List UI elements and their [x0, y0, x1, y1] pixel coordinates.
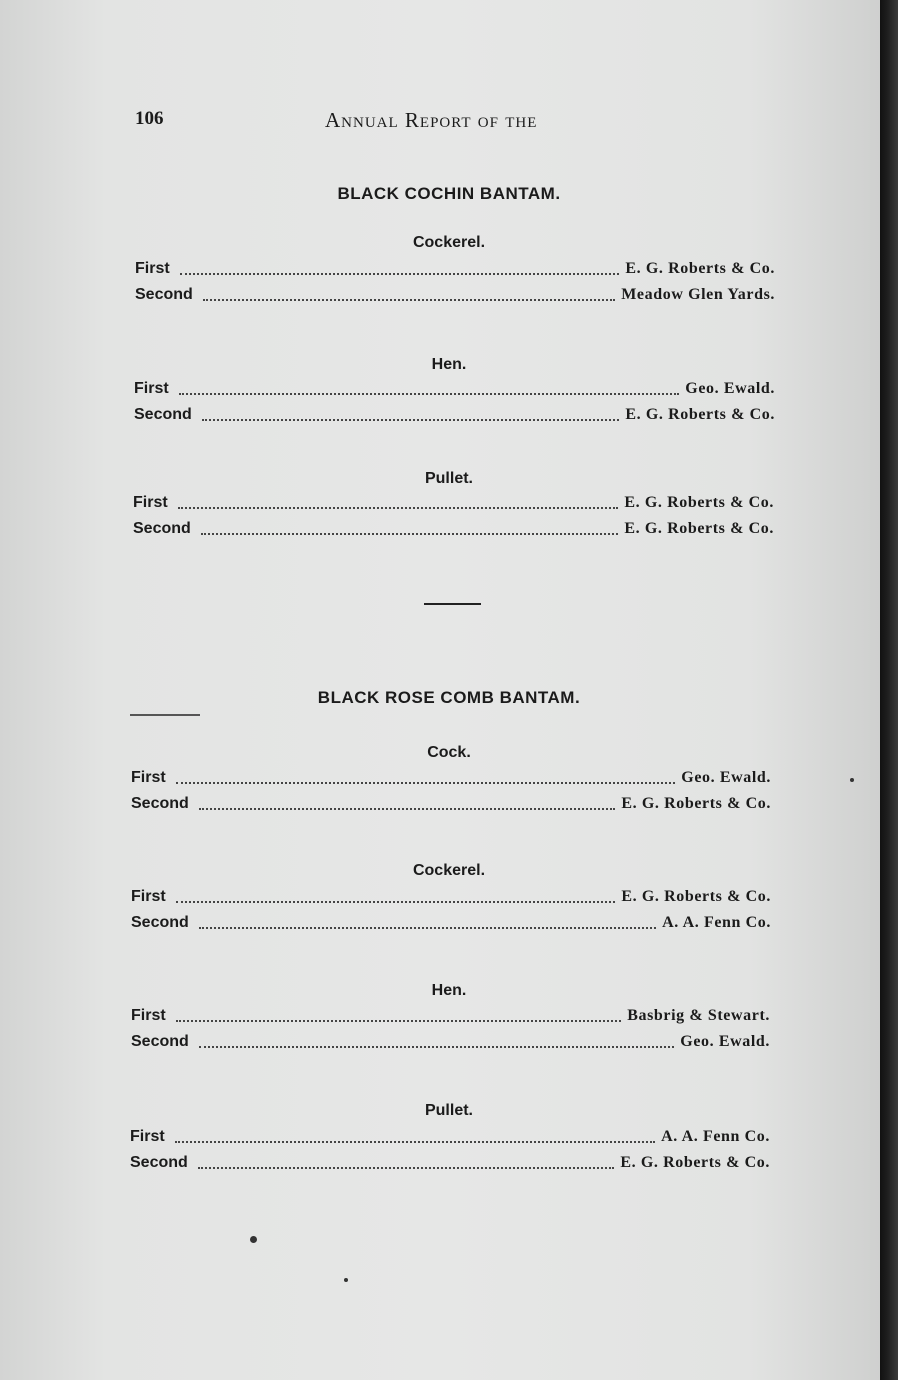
dot-leader — [203, 299, 615, 301]
category-heading: Cockerel. — [412, 862, 486, 879]
award-place: Second — [133, 520, 191, 537]
award-place: First — [130, 1128, 165, 1145]
category-heading: Cockerel. — [412, 234, 486, 251]
award-row — [135, 260, 775, 278]
award-row — [131, 1033, 770, 1051]
award-winner: E. G. Roberts & Co. — [624, 520, 774, 537]
award-place: First — [131, 888, 166, 905]
dot-leader — [201, 533, 619, 535]
award-winner: E. G. Roberts & Co. — [621, 888, 771, 905]
dot-leader — [176, 1020, 622, 1022]
award-winner: E. G. Roberts & Co. — [621, 795, 771, 812]
award-place: First — [133, 494, 168, 511]
category-heading: Cock. — [427, 744, 471, 761]
dot-leader — [175, 1141, 655, 1143]
award-row — [134, 380, 775, 398]
award-row — [130, 1154, 770, 1172]
award-winner: Geo. Ewald. — [680, 1033, 770, 1050]
category-heading: Pullet. — [424, 1102, 473, 1119]
category-heading: Hen. — [431, 356, 467, 373]
award-place: First — [134, 380, 169, 397]
dot-leader — [178, 507, 619, 509]
section-title-black-cochin-bantam: BLACK COCHIN BANTAM. — [337, 184, 561, 203]
award-winner: E. G. Roberts & Co. — [624, 494, 774, 511]
dot-leader — [180, 273, 620, 275]
ink-dot — [344, 1278, 348, 1282]
award-row — [133, 520, 774, 538]
award-place: First — [131, 1007, 166, 1024]
award-winner: Geo. Ewald. — [685, 380, 775, 397]
award-winner: Meadow Glen Yards. — [621, 286, 775, 303]
category-heading: Hen. — [431, 982, 467, 999]
award-row — [131, 888, 771, 906]
ink-dot — [850, 778, 854, 782]
award-winner: E. G. Roberts & Co. — [625, 406, 775, 423]
award-row — [131, 914, 771, 932]
award-place: Second — [131, 1033, 189, 1050]
dot-leader — [202, 419, 620, 421]
award-winner: Basbrig & Stewart. — [627, 1007, 770, 1024]
page-header — [135, 108, 775, 138]
dot-leader — [199, 808, 616, 810]
section-separator-rule — [424, 603, 481, 605]
award-winner: A. A. Fenn Co. — [661, 1128, 770, 1145]
award-row — [130, 1128, 770, 1146]
award-row — [131, 769, 771, 787]
running-title: Annual Report of the — [325, 108, 538, 132]
dot-leader — [176, 901, 616, 903]
award-winner: E. G. Roberts & Co. — [625, 260, 775, 277]
category-heading: Pullet. — [424, 470, 473, 487]
award-place: Second — [134, 406, 192, 423]
ink-dot — [250, 1236, 257, 1243]
dot-leader — [179, 393, 680, 395]
award-row — [134, 406, 775, 424]
award-winner: E. G. Roberts & Co. — [620, 1154, 770, 1171]
award-place: Second — [130, 1154, 188, 1171]
section-title-black-rose-comb-bantam: BLACK ROSE COMB BANTAM. — [317, 688, 581, 707]
award-row — [135, 286, 775, 304]
award-winner: Geo. Ewald. — [681, 769, 771, 786]
dot-leader — [199, 927, 656, 929]
dot-leader — [198, 1167, 615, 1169]
award-place: First — [135, 260, 170, 277]
dot-leader — [176, 782, 676, 784]
award-place: Second — [131, 795, 189, 812]
award-winner: A. A. Fenn Co. — [662, 914, 771, 931]
page-number: 106 — [135, 108, 164, 129]
award-row — [133, 494, 774, 512]
book-binding-edge — [880, 0, 898, 1380]
scan-smudge — [130, 714, 200, 716]
dot-leader — [199, 1046, 674, 1048]
award-row — [131, 795, 771, 813]
award-place: First — [131, 769, 166, 786]
award-place: Second — [135, 286, 193, 303]
award-place: Second — [131, 914, 189, 931]
award-row — [131, 1007, 770, 1025]
